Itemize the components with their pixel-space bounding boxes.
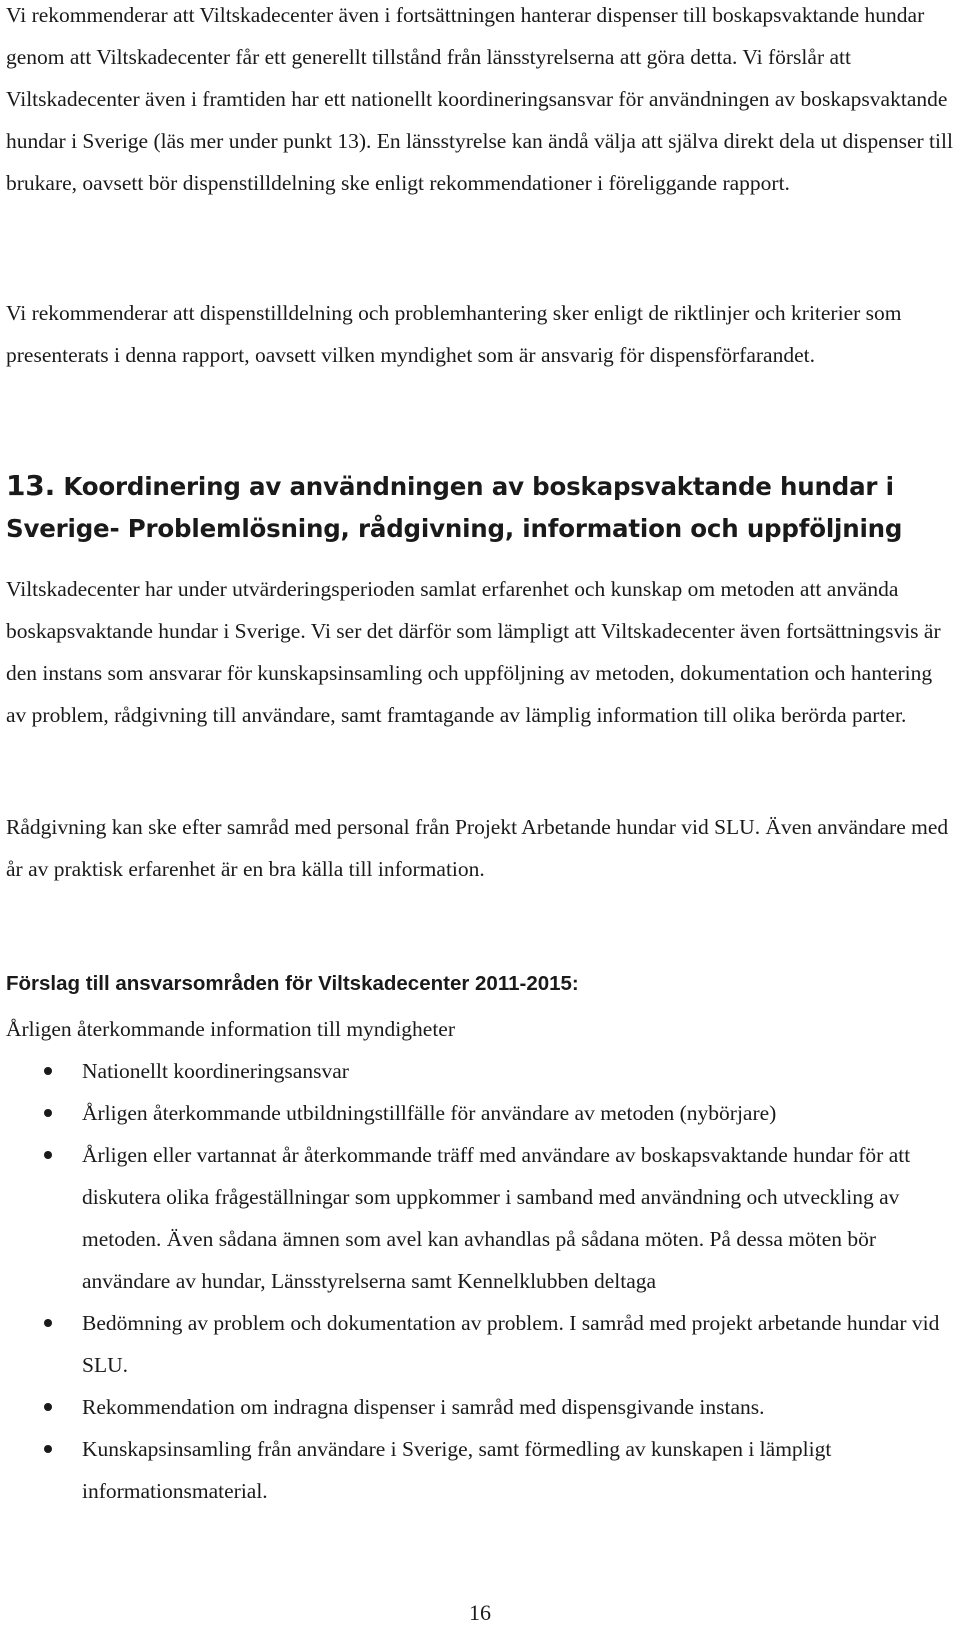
list-item (6, 1092, 954, 1134)
list-item (6, 1386, 954, 1428)
list-item (6, 1050, 954, 1092)
bullet-icon (44, 1067, 52, 1075)
bullet-icon (44, 1109, 52, 1117)
list-item-text: Nationellt koordineringsansvar (82, 1059, 349, 1083)
paragraph-dispenser-recommendation: Vi rekommenderar att Viltskadecenter även i fortsättningen hanterar dispenser till boskapsvaktande hundar genom att Viltskadecenter får ett generellt tillstånd från länsstyrelserna att göra detta. Vi förslår att Viltskadecenter även i framtiden har ett nationellt koordineringsansvar för användningen av boskapsvaktande hundar i Sverige (läs mer under punkt 13). En länsstyrelse kan ändå välja att själva direkt dela ut dispenser till brukare, oavsett bör dispenstilldelning ske enligt rekommendationer i föreliggande rapport. (6, 3, 953, 195)
list-item-text: Kunskapsinsamling från användare i Sverige, samt förmedling av kunskapen i lämpligt informationsmaterial. (82, 1437, 832, 1503)
section-title: Koordinering av användningen av boskapsvaktande hundar i Sverige- Problemlösning, rådgivning, information och uppföljning (6, 472, 903, 543)
list-item (6, 1428, 954, 1512)
paragraph-viltskadecenter-experience: Viltskadecenter har under utvärderingsperioden samlat erfarenhet och kunskap om metoden att använda boskapsvaktande hundar i Sverige. Vi ser det därför som lämpligt att Viltskadecenter även fortsättningsvis är den instans som ansvarar för kunskapsinsamling och uppföljning av metoden, dokumentation och hantering av problem, rådgivning till användare, samt framtagande av lämplig information till olika berörda parter. (6, 577, 941, 727)
proposal-intro: Årligen återkommande information till myndigheter (6, 1017, 455, 1041)
list-item-text: Bedömning av problem och dokumentation av problem. I samråd med projekt arbetande hundar vid SLU. (82, 1311, 940, 1377)
page-number: 16 (469, 1600, 491, 1625)
paragraph-radgivning: Rådgivning kan ske efter samråd med personal från Projekt Arbetande hundar vid SLU. Även användare med år av praktisk erfarenhet är en bra källa till information. (6, 815, 949, 881)
section-number: 13. (6, 469, 56, 502)
bullet-icon (44, 1151, 52, 1159)
list-item (6, 1302, 954, 1386)
bullet-icon (44, 1319, 52, 1327)
bullet-icon (44, 1445, 52, 1453)
section-heading-13 (6, 465, 954, 550)
bullet-icon (44, 1403, 52, 1411)
list-item-text: Årligen återkommande utbildningstillfälle för användare av metoden (nybörjare) (82, 1101, 777, 1125)
list-item-text: Rekommendation om indragna dispenser i samråd med dispensgivande instans. (82, 1395, 765, 1419)
paragraph-dispenstilldelning: Vi rekommenderar att dispenstilldelning och problemhantering sker enligt de riktlinjer och kriterier som presenterats i denna rapport, oavsett vilken myndighet som är ansvarig för dispensförfarandet. (6, 301, 902, 367)
list-item (6, 1134, 954, 1302)
proposal-list (6, 1050, 954, 1512)
proposal-heading: Förslag till ansvarsområden för Viltskadecenter 2011-2015: (6, 972, 579, 995)
list-item-text: Årligen eller vartannat år återkommande träff med användare av boskapsvaktande hundar för att diskutera olika frågeställningar som uppkommer i samband med användning och utveckling av metoden. Även sådana ämnen som avel kan avhandlas på sådana möten. På dessa möten bör användare av hundar, Länsstyrelserna samt Kennelklubben deltaga (82, 1143, 911, 1293)
